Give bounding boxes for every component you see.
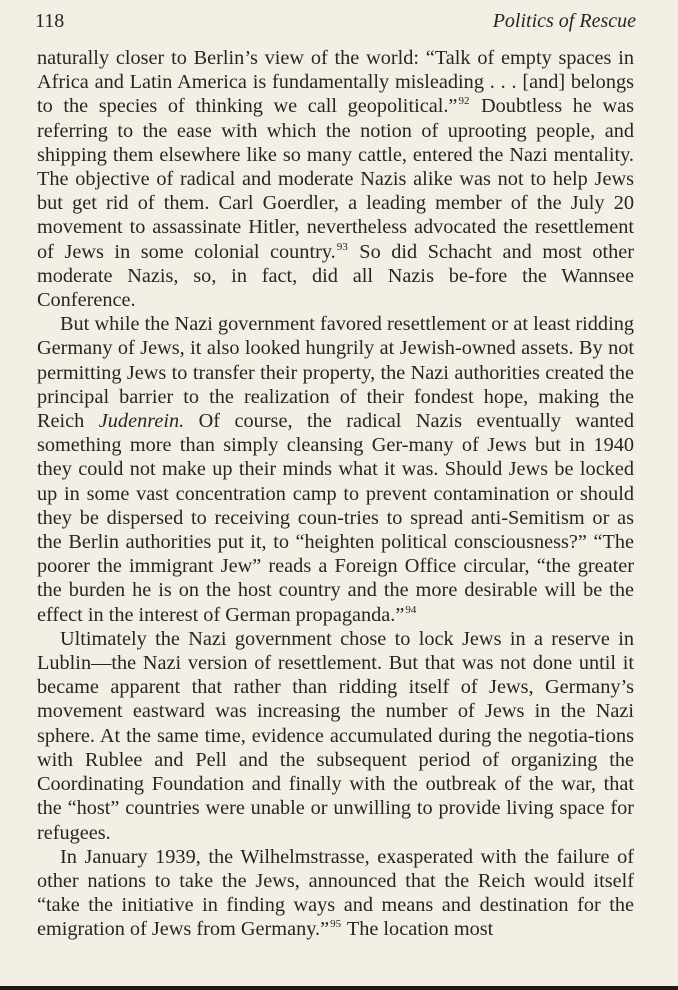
paragraph-4 bbox=[37, 845, 634, 942]
footnote-ref-93: 93 bbox=[336, 240, 348, 253]
paragraph-text: Of course, the radical Nazis eventually wanted something more than simply cleansing Ger-many of Jews but in 1940 they could not make up their minds what it was. Should Jews be locked up in some vast concentration camp to prevent contamination or should they be dispersed to receiving coun-tries to spread anti-Semitism or as the Berlin authorities put it, to “heighten political consciousness?” “The poorer the immigrant Jew” reads a Foreign Office circular, “the greater the burden he is on the host country and the more desirable will be the effect in the interest of German propaganda.” bbox=[37, 410, 634, 626]
footnote-ref-94: 94 bbox=[405, 603, 417, 616]
paragraph-text: naturally closer to Berlin’s view of the world: “Talk of empty spaces in Africa and Latin America is fundamentally misleading . . . [and] belongs to the species of thinking we call geopolitical.” bbox=[37, 47, 634, 118]
page-number: 118 bbox=[35, 10, 65, 32]
paragraph-text: So did Schacht and most other moderate Nazis, so, in fact, did all Nazis be-fore the Wannsee Conference. bbox=[37, 240, 634, 312]
paragraph-text: The location most bbox=[342, 918, 494, 941]
running-title: Politics of Rescue bbox=[492, 10, 636, 32]
paragraph-1 bbox=[37, 46, 634, 312]
paragraph-3 bbox=[37, 627, 634, 845]
footnote-ref-95: 95 bbox=[330, 918, 342, 931]
paragraph-text: Ultimately the Nazi government chose to lock Jews in a reserve in Lublin—the Nazi version of resettlement. But that was not done until it became apparent that rather than ridding itself of Jews, Germany’s movement eastward was increasing the number of Jews in the Nazi sphere. At the same time, evidence accumulated during the negotia-tions with Rublee and Pell and the subsequent period of organizing the Coordinating Foundation and finally with the outbreak of the war, that the “host” countries were unable or unwilling to provide living space for refugees. bbox=[37, 627, 634, 844]
body-text bbox=[37, 46, 634, 942]
paragraph-text: In January 1939, the Wilhelmstrasse, exasperated with the failure of other nations to take the Jews, announced that the Reich would itself “take the initiative in finding ways and means and destination for the emigration of Jews from Germany.” bbox=[37, 845, 634, 941]
footnote-ref-92: 92 bbox=[458, 95, 470, 108]
italic-term-judenrein: Judenrein. bbox=[98, 410, 185, 433]
paragraph-text: Doubtless he was referring to the ease with which the notion of uprooting people, and shipping them elsewhere like so many cattle, entered the Nazi mentality. The objective of radical and moderate Nazis alike was not to help Jews but get rid of them. Carl Goerdler, a leading member of the July 20 movement to assassinate Hitler, nevertheless advocated the resettlement of Jews in some colonial country. bbox=[37, 95, 634, 263]
paragraph-text: But while the Nazi government favored resettlement or at least ridding Germany of Jews, it also looked hungrily at Jewish-owned assets. By not permitting Jews to transfer their property, the Nazi authorities created the principal barrier to the realization of their fondest hope, making the Reich bbox=[37, 313, 634, 433]
running-head bbox=[35, 8, 636, 34]
page-bottom-edge bbox=[0, 986, 678, 990]
paragraph-2 bbox=[37, 312, 634, 627]
